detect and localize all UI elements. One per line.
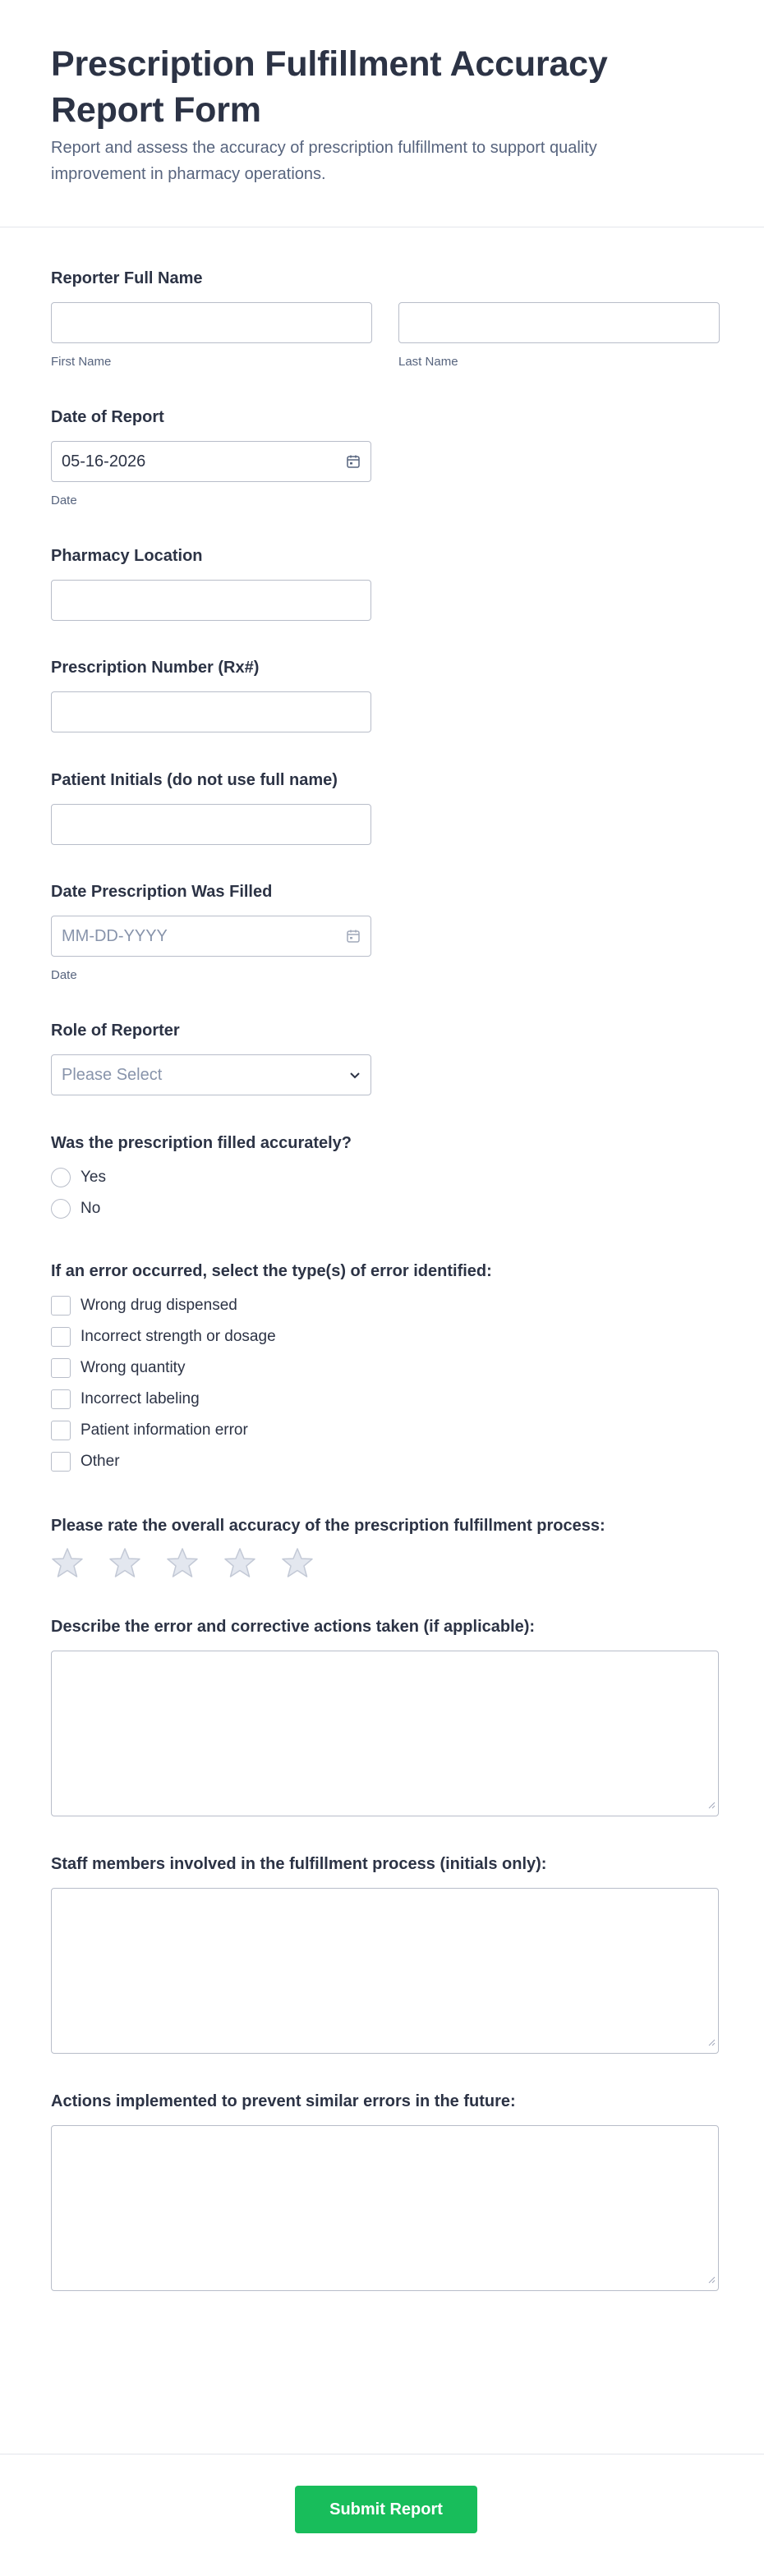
describe-error-label: Describe the error and corrective actions taken (if applicable):	[51, 1618, 536, 1636]
date-filled-field	[51, 881, 371, 982]
staff-involved-label: Staff members involved in the fulfillment process (initials only):	[51, 1855, 547, 1873]
actions-implemented-textarea[interactable]	[51, 2125, 719, 2291]
date-filled-input[interactable]	[51, 916, 371, 957]
rating-field	[51, 1515, 605, 1579]
pharmacy-location-field	[51, 545, 371, 621]
date-filled-placeholder: MM-DD-YYYY	[62, 926, 168, 945]
date-of-report-input[interactable]	[51, 441, 371, 482]
prescription-number-field	[51, 657, 371, 732]
actions-implemented-label: Actions implemented to prevent similar errors in the future:	[51, 2092, 516, 2110]
checkbox-label: Wrong quantity	[81, 1359, 186, 1376]
checkbox[interactable]	[51, 1358, 71, 1378]
star-icon[interactable]	[223, 1546, 256, 1579]
checkbox-label: Patient information error	[81, 1421, 248, 1439]
calendar-icon[interactable]	[346, 929, 361, 944]
pharmacy-location-label: Pharmacy Location	[51, 547, 203, 565]
radio-no[interactable]	[51, 1193, 352, 1224]
date-of-report-sublabel: Date	[51, 494, 77, 507]
checkbox-other[interactable]	[51, 1446, 492, 1477]
staff-involved-field	[51, 1853, 719, 2054]
patient-initials-label: Patient Initials (do not use full name)	[51, 771, 338, 789]
filled-accurately-field	[51, 1132, 352, 1224]
error-types-label: If an error occurred, select the type(s) of error identified:	[51, 1262, 492, 1280]
form-title: Prescription Fulfillment Accuracy Report Form	[51, 44, 608, 130]
last-name-input[interactable]	[398, 302, 720, 343]
rating-label: Please rate the overall accuracy of the prescription fulfillment process:	[51, 1517, 605, 1535]
checkbox[interactable]	[51, 1327, 71, 1347]
checkbox-wrong-drug[interactable]	[51, 1290, 492, 1321]
reporter-name-field	[51, 268, 720, 369]
resize-handle-icon[interactable]	[707, 1798, 716, 1813]
describe-error-field	[51, 1616, 719, 1816]
form-footer	[0, 2454, 764, 2576]
checkbox-incorrect-strength[interactable]	[51, 1321, 492, 1352]
describe-error-textarea[interactable]	[51, 1651, 719, 1816]
radio-no-label: No	[81, 1200, 101, 1217]
checkbox-patient-info-error[interactable]	[51, 1415, 492, 1446]
chevron-down-icon	[349, 1066, 361, 1085]
prescription-number-input[interactable]	[51, 691, 371, 732]
star-icon[interactable]	[108, 1546, 141, 1579]
submit-report-button[interactable]: Submit Report	[295, 2486, 477, 2533]
role-label: Role of Reporter	[51, 1022, 180, 1040]
star-icon[interactable]	[281, 1546, 314, 1579]
date-of-report-label: Date of Report	[51, 408, 164, 426]
prescription-number-label: Prescription Number (Rx#)	[51, 659, 260, 677]
checkbox[interactable]	[51, 1421, 71, 1440]
resize-handle-icon[interactable]	[707, 2273, 716, 2288]
checkbox-label: Other	[81, 1453, 120, 1470]
role-select[interactable]	[51, 1054, 371, 1095]
form-subtitle: Report and assess the accuracy of prescription fulfillment to support quality improvement in pharmacy operations.	[51, 139, 597, 183]
date-filled-label: Date Prescription Was Filled	[51, 883, 273, 901]
patient-initials-field	[51, 769, 371, 845]
role-placeholder: Please Select	[62, 1065, 163, 1084]
checkbox[interactable]	[51, 1452, 71, 1472]
radio-yes[interactable]	[51, 1162, 352, 1193]
checkbox[interactable]	[51, 1389, 71, 1409]
checkbox-label: Wrong drug dispensed	[81, 1297, 237, 1314]
filled-accurately-label: Was the prescription filled accurately?	[51, 1134, 352, 1152]
checkbox-wrong-quantity[interactable]	[51, 1352, 492, 1384]
star-rating[interactable]	[51, 1546, 605, 1579]
star-icon[interactable]	[166, 1546, 199, 1579]
actions-implemented-field	[51, 2091, 719, 2291]
calendar-icon[interactable]	[346, 454, 361, 469]
error-types-field	[51, 1260, 492, 1477]
checkbox-label: Incorrect labeling	[81, 1390, 200, 1407]
checkbox[interactable]	[51, 1296, 71, 1316]
radio-circle[interactable]	[51, 1168, 71, 1187]
star-icon[interactable]	[51, 1546, 84, 1579]
radio-circle[interactable]	[51, 1199, 71, 1219]
last-name-sublabel: Last Name	[398, 355, 458, 369]
first-name-input[interactable]	[51, 302, 372, 343]
pharmacy-location-input[interactable]	[51, 580, 371, 621]
role-field	[51, 1020, 371, 1095]
resize-handle-icon[interactable]	[707, 2036, 716, 2050]
first-name-sublabel: First Name	[51, 355, 112, 369]
form-header	[0, 0, 764, 227]
date-of-report-field	[51, 406, 371, 507]
date-filled-sublabel: Date	[51, 968, 77, 982]
staff-involved-textarea[interactable]	[51, 1888, 719, 2054]
date-of-report-value: 05-16-2026	[62, 452, 146, 471]
reporter-name-label: Reporter Full Name	[51, 269, 203, 287]
checkbox-incorrect-labeling[interactable]	[51, 1384, 492, 1415]
checkbox-label: Incorrect strength or dosage	[81, 1328, 276, 1345]
radio-yes-label: Yes	[81, 1169, 106, 1186]
patient-initials-input[interactable]	[51, 804, 371, 845]
